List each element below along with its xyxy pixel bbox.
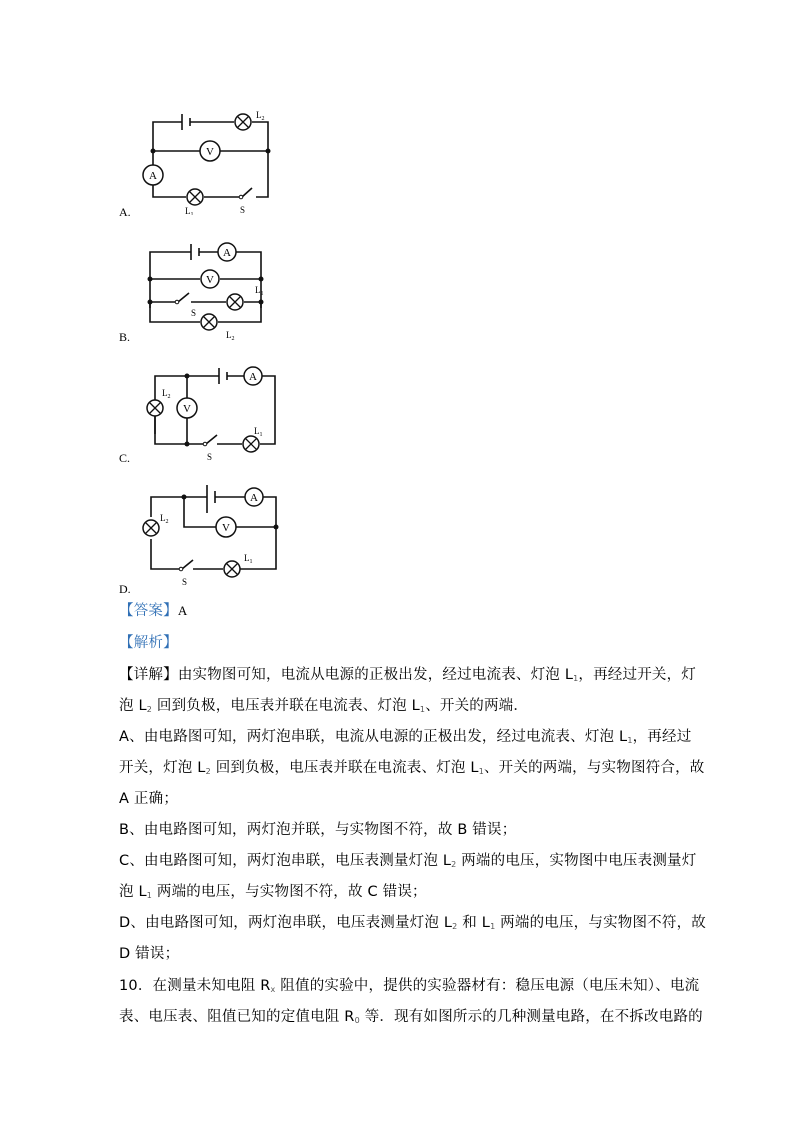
circuit-diagram-d — [118, 481, 308, 596]
text: 和 L — [457, 915, 491, 931]
svg-text:A: A — [149, 170, 157, 182]
svg-text:A: A — [249, 371, 257, 383]
voltmeter-icon — [200, 141, 220, 161]
label-l2: $L_2$ — [160, 513, 169, 525]
lamp-l2-icon — [201, 314, 217, 330]
svg-text:V: V — [206, 274, 214, 286]
subscript: 1 — [573, 674, 579, 683]
label-s: S — [191, 308, 197, 318]
svg-text:A: A — [250, 492, 258, 504]
explain-d-line-2 — [119, 944, 179, 964]
subscript: x — [270, 985, 276, 994]
text: 10．在测量未知电阻 R — [119, 978, 271, 994]
lamp-l2-icon — [143, 520, 159, 536]
subscript: 1 — [490, 922, 496, 931]
label-l1: $L_1$ — [244, 553, 253, 565]
lamp-l1-icon — [227, 294, 243, 310]
answer-value: A — [177, 603, 188, 618]
voltmeter-icon — [201, 270, 219, 288]
circuit-diagram-c — [118, 358, 308, 473]
text: D 错误； — [119, 946, 180, 962]
detail-line-1 — [119, 665, 696, 689]
analysis-tag: 【解析】 — [119, 635, 178, 651]
label-s: S — [207, 452, 213, 462]
answer-tag: 【答案】 — [119, 603, 178, 619]
label-l1: $L_1$ — [185, 206, 194, 215]
label-l2: $L_2$ — [226, 330, 235, 342]
option-d-label: D. — [119, 582, 131, 596]
explain-a-line-2 — [119, 758, 704, 782]
subscript: 2 — [452, 922, 458, 931]
label-l2: $L_2$ — [162, 388, 171, 400]
subscript: 1 — [478, 767, 484, 776]
text: ，再经过开关，灯 — [578, 667, 697, 683]
text: 回到负极，电压表并联在电流表、灯泡 L — [210, 760, 479, 776]
text: 回到负极，电压表并联在电流表、灯泡 L — [152, 698, 420, 714]
svg-text:V: V — [222, 522, 230, 534]
answer-line — [119, 601, 187, 621]
text: A 正确； — [119, 791, 179, 807]
svg-text:V: V — [206, 146, 214, 158]
ammeter-icon — [218, 243, 236, 261]
analysis-heading — [119, 633, 178, 653]
text: 开关，灯泡 L — [119, 760, 206, 776]
lamp-l1-icon — [187, 189, 203, 205]
option-b-label: B. — [119, 330, 131, 344]
subscript: 0 — [354, 1016, 360, 1025]
circuit-diagram-a — [118, 100, 308, 215]
text: C、由电路图可知，两灯泡串联，电压表测量灯泡 L — [119, 853, 452, 869]
lamp-l2-icon — [147, 400, 163, 416]
text: 泡 L — [119, 698, 147, 714]
label-s: S — [240, 205, 246, 215]
detail-line-2 — [119, 696, 528, 720]
voltmeter-icon — [216, 517, 236, 537]
text: 两端的电压，与实物图不符，故 C 错误； — [152, 884, 427, 900]
voltmeter-icon — [177, 398, 197, 418]
ammeter-icon — [143, 165, 163, 185]
label-s: S — [182, 577, 188, 587]
label-l2: $L_2$ — [256, 110, 265, 122]
text: D、由电路图可知，两灯泡串联，电压表测量灯泡 L — [119, 915, 453, 931]
explain-a-line-3 — [119, 789, 178, 809]
text: 阻值的实验中，提供的实验器材有：稳压电源（电压未知）、电流 — [275, 978, 700, 994]
subscript: 2 — [146, 705, 153, 714]
svg-text:A: A — [223, 247, 231, 259]
explain-d-line-1 — [119, 913, 706, 937]
text: 等．现有如图所示的几种测量电路，在不拆改电路的 — [359, 1009, 703, 1025]
subscript: 1 — [146, 891, 153, 900]
explain-c-line-2 — [119, 882, 427, 906]
question-10-line-1 — [119, 976, 699, 1000]
lamp-l1-icon — [224, 561, 240, 577]
subscript: 1 — [419, 705, 426, 714]
subscript: 2 — [451, 860, 457, 869]
label-l1: $L_1$ — [254, 426, 263, 438]
option-c-label: C. — [119, 451, 131, 465]
text: 两端的电压，与实物图不符，故 — [495, 915, 706, 931]
text: 、开关的两端，与实物图符合，故 — [483, 760, 705, 776]
text: ，再经过 — [632, 729, 692, 745]
explain-c-line-1 — [119, 851, 696, 875]
circuit-diagram-b — [118, 228, 308, 343]
ammeter-icon — [244, 367, 262, 385]
subscript: 1 — [627, 736, 633, 745]
explain-a-line-1 — [119, 727, 691, 751]
lamp-l2-icon — [235, 114, 251, 130]
text: 两端的电压，实物图中电压表测量灯 — [456, 853, 697, 869]
text: B、由电路图可知，两灯泡并联，与实物图不符，故 B 错误； — [119, 822, 517, 838]
option-a-label: A. — [119, 205, 131, 219]
text: 由实物图可知，电流从电源的正极出发，经过电流表、灯泡 L — [177, 667, 574, 683]
subscript: 2 — [205, 767, 211, 776]
text: 表、电压表、阻值已知的定值电阻 R — [119, 1009, 355, 1025]
ammeter-icon — [245, 488, 263, 506]
text: A、由电路图可知，两灯泡串联，电流从电源的正极出发，经过电流表、灯泡 L — [119, 729, 628, 745]
text: 泡 L — [119, 884, 147, 900]
lamp-l1-icon — [243, 436, 259, 452]
explain-b-line-1 — [119, 820, 516, 840]
detail-tag: 【详解】 — [119, 667, 178, 683]
svg-text:V: V — [183, 403, 191, 415]
text: 、开关的两端． — [425, 698, 529, 714]
label-l1: $L_1$ — [255, 285, 264, 297]
question-10-line-2 — [119, 1007, 703, 1031]
